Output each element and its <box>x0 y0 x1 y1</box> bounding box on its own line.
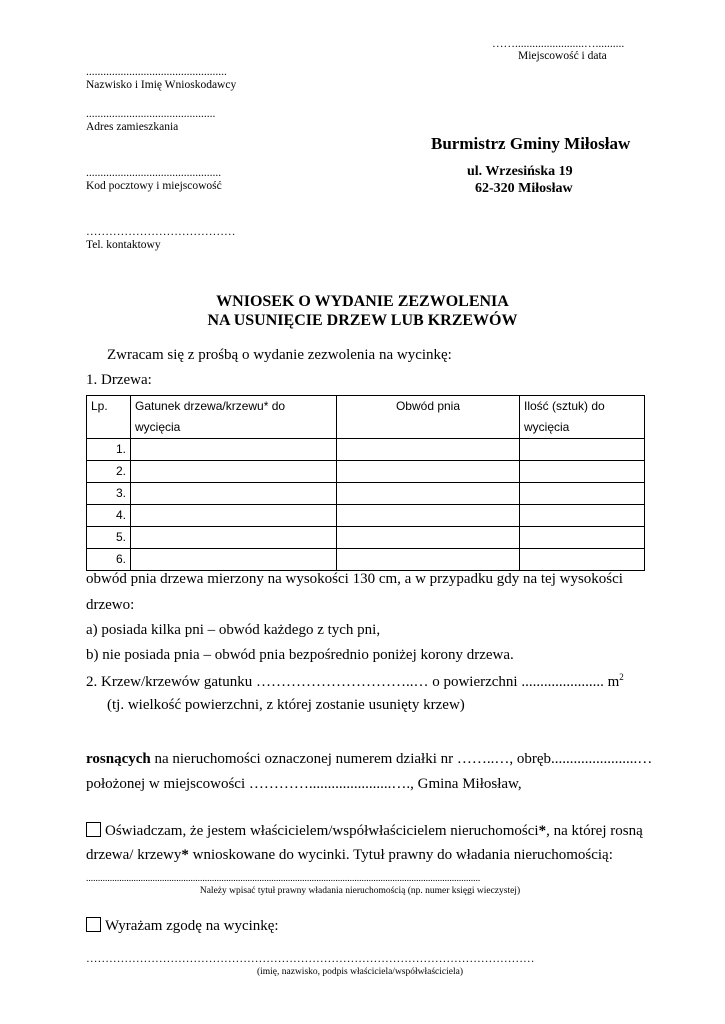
cell-circumference[interactable] <box>337 461 520 483</box>
cell-quantity[interactable] <box>520 527 645 549</box>
row-number: 2. <box>87 461 131 483</box>
trees-table <box>86 395 645 571</box>
name-dots[interactable]: ................................................. <box>86 66 227 78</box>
cell-circumference[interactable] <box>337 505 520 527</box>
declaration-line1 <box>86 822 643 840</box>
declaration-line2-part2: wnioskowane do wycinki. Tytuł prawny do władania nieruchomością: <box>188 847 613 863</box>
cell-species[interactable] <box>131 439 337 461</box>
header-quantity-line2: wycięcia <box>524 420 570 434</box>
recipient-city: 62-320 Miłosław <box>475 181 573 196</box>
cell-species[interactable] <box>131 461 337 483</box>
legal-title-dots[interactable]: ...................................................................................................................................................................... <box>86 874 481 884</box>
note-line3: a) posiada kilka pni – obwód każdego z tych pni, <box>86 622 381 638</box>
section-2-line <box>86 672 624 691</box>
cell-species[interactable] <box>131 549 337 571</box>
cell-species[interactable] <box>131 483 337 505</box>
consent-label: Wyrażam zgodę na wycinkę: <box>105 918 279 934</box>
recipient-street: ul. Wrzesińska 19 <box>467 164 573 179</box>
cell-circumference[interactable] <box>337 549 520 571</box>
legal-title-hint: Należy wpisać tytuł prawny władania nieruchomością (np. numer księgi wieczystej) <box>199 886 521 896</box>
header-species <box>131 396 337 439</box>
table-header-row <box>87 396 645 439</box>
cell-species[interactable] <box>131 505 337 527</box>
cell-quantity[interactable] <box>520 483 645 505</box>
cell-circumference[interactable] <box>337 439 520 461</box>
section-2-note: (tj. wielkość powierzchni, z której zostanie usunięty krzew) <box>107 697 465 713</box>
cell-quantity[interactable] <box>520 439 645 461</box>
header-quantity-line1: Ilość (sztuk) do <box>524 399 605 413</box>
signature-hint: (imię, nazwisko, podpis właściciela/współwłaściciela) <box>256 967 464 977</box>
consent-checkbox[interactable] <box>86 917 101 932</box>
section-2-label: 2. Krzew/krzewów gatunku …………………………..… o powierzchni ...................... m <box>86 674 620 690</box>
recipient-title: Burmistrz Gminy Miłosław <box>431 134 631 153</box>
header-species-line1: Gatunek drzewa/krzewu* do <box>135 399 286 413</box>
address-dots[interactable]: ............................................. <box>86 108 216 120</box>
ownership-checkbox[interactable] <box>86 822 101 837</box>
header-species-line2: wycięcia <box>135 420 181 434</box>
place-date-label: Miejscowość i data <box>518 50 607 62</box>
row-number: 1. <box>87 439 131 461</box>
document-title-line2: NA USUNIĘCIE DRZEW LUB KRZEWÓW <box>207 312 518 329</box>
table-row <box>87 549 645 571</box>
header-quantity <box>520 396 645 439</box>
postal-dots[interactable]: ............................................... <box>86 167 222 179</box>
phone-dots[interactable]: ………………………………… <box>86 226 236 238</box>
table-row <box>87 483 645 505</box>
cell-quantity[interactable] <box>520 461 645 483</box>
note-line2: drzewo: <box>86 597 135 613</box>
note-line4: b) nie posiada pnia – obwód pnia bezpośrednio poniżej korony drzewa. <box>86 647 514 663</box>
location-line1-rest: na nieruchomości oznaczonej numerem działki nr ……..…, obręb.......................… <box>150 751 653 767</box>
signature-dots[interactable]: ……………………………………………………………………………………………………… <box>86 953 535 965</box>
place-date-dots[interactable]: ……........................….......... <box>492 38 625 50</box>
postal-label: Kod pocztowy i miejscowość <box>86 180 222 192</box>
table-row <box>87 527 645 549</box>
cell-circumference[interactable] <box>337 483 520 505</box>
row-number: 5. <box>87 527 131 549</box>
cell-circumference[interactable] <box>337 527 520 549</box>
phone-label: Tel. kontaktowy <box>86 239 161 251</box>
location-line1 <box>86 751 652 768</box>
table-row <box>87 505 645 527</box>
address-label: Adres zamieszkania <box>86 121 179 133</box>
row-number: 4. <box>87 505 131 527</box>
row-number: 6. <box>87 549 131 571</box>
cell-species[interactable] <box>131 527 337 549</box>
area-unit-superscript: 2 <box>619 672 624 682</box>
section-1-heading: 1. Drzewa: <box>86 372 152 388</box>
declaration-text-part1: Oświadczam, że jestem właścicielem/współwłaścicielem nieruchomości <box>105 823 539 839</box>
name-label: Nazwisko i Imię Wnioskodawcy <box>86 79 237 91</box>
declaration-star: * <box>538 823 547 839</box>
declaration-star-2: * <box>181 847 189 863</box>
header-lp: Lp. <box>87 396 131 439</box>
header-circumference: Obwód pnia <box>337 396 520 439</box>
declaration-line2-part1: drzewa/ krzewy <box>86 847 182 863</box>
location-line2: położonej w miejscowości …………......................…., Gmina Miłosław, <box>86 776 522 792</box>
cell-quantity[interactable] <box>520 549 645 571</box>
row-number: 3. <box>87 483 131 505</box>
table-row <box>87 439 645 461</box>
declaration-text-part2: , na której rosną <box>546 823 643 839</box>
consent-line <box>86 917 279 935</box>
location-bold-word: rosnących <box>86 751 151 767</box>
note-line1: obwód pnia drzewa mierzony na wysokości 130 cm, a w przypadku gdy na tej wysokości <box>86 571 623 587</box>
document-title-line1: WNIOSEK O WYDANIE ZEZWOLENIA <box>216 293 509 310</box>
table-row <box>87 461 645 483</box>
declaration-line2 <box>86 847 613 864</box>
cell-quantity[interactable] <box>520 505 645 527</box>
intro-text: Zwracam się z prośbą o wydanie zezwolenia na wycinkę: <box>107 347 452 363</box>
